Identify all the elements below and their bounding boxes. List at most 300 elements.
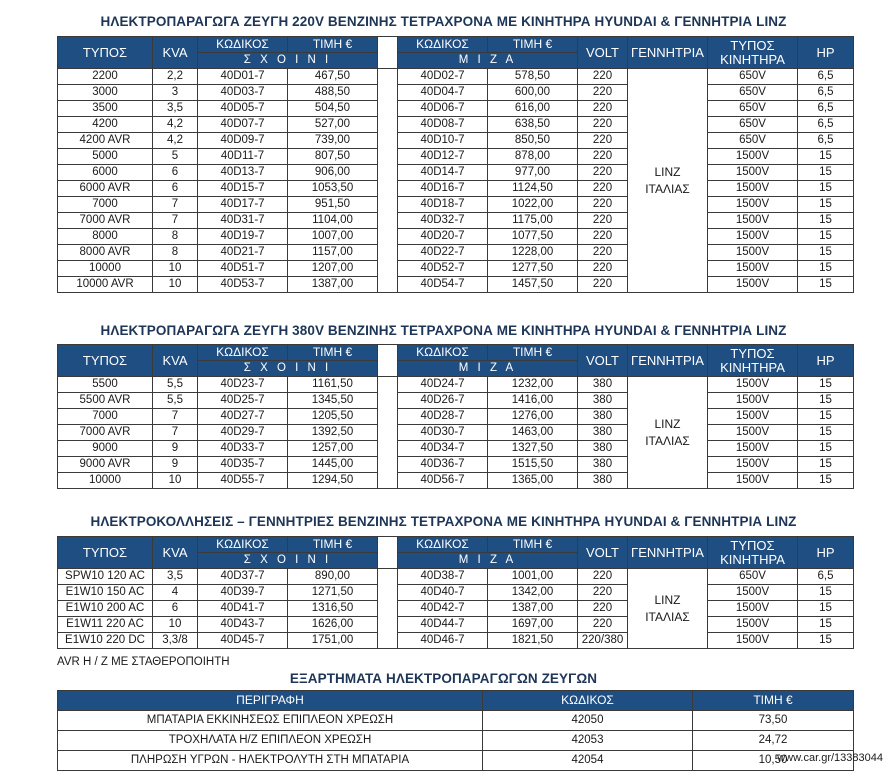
acc-header-code: ΚΩΔΙΚΟΣ [483,691,693,711]
header-hp: HP [798,537,854,569]
table-row [58,441,854,457]
cell-kva: 2,2 [153,69,198,85]
table-row [58,229,854,245]
cell-hp: 15 [798,261,854,277]
cell-hp: 15 [798,441,854,457]
table-row [58,393,854,409]
cell-type: 4200 [58,117,153,133]
header-kva: KVA [153,537,198,569]
cell-generator [628,69,708,293]
header-price-pull: ΤΙΜΗ € [288,537,378,553]
cell-price-start: 1232,00 [488,377,578,393]
cell-hp: 15 [798,181,854,197]
cell-volt: 380 [578,377,628,393]
cell-price-start: 600,00 [488,85,578,101]
cell-price-pull: 1207,00 [288,261,378,277]
cell-volt: 220 [578,601,628,617]
cell-engine-type: 1500V [708,409,798,425]
header-hp: HP [798,37,854,69]
header-engine-type: ΤΥΠΟΣ ΚΙΝΗΤΗΡΑ [708,345,798,377]
cell-volt: 220 [578,85,628,101]
cell-hp: 15 [798,149,854,165]
cell-hp: 15 [798,409,854,425]
cell-hp: 15 [798,245,854,261]
cell-price-start: 1124,50 [488,181,578,197]
cell-volt: 220 [578,617,628,633]
cell-kva: 10 [153,473,198,489]
cell-volt: 380 [578,441,628,457]
cell-engine-type: 1500V [708,181,798,197]
table-row [58,633,854,649]
cell-price-start: 1228,00 [488,245,578,261]
cell-engine-type: 1500V [708,149,798,165]
cell-code-start: 40D20-7 [398,229,488,245]
cell-kva: 4,2 [153,117,198,133]
cell-price-pull: 1271,50 [288,585,378,601]
cell-volt: 220 [578,133,628,149]
header-type: ΤΥΠΟΣ [58,345,153,377]
header-engine-type: ΤΥΠΟΣ ΚΙΝΗΤΗΡΑ [708,37,798,69]
cell-code-pull: 40D25-7 [198,393,288,409]
cell-price-pull: 1751,00 [288,633,378,649]
subheader-start: Μ Ι Ζ Α [398,361,578,377]
cell-code-start: 40D30-7 [398,425,488,441]
cell-volt: 220 [578,277,628,293]
cell-type: 7000 [58,197,153,213]
cell-kva: 6 [153,601,198,617]
table-row [58,181,854,197]
cell-engine-type: 1500V [708,377,798,393]
cell-engine-type: 1500V [708,393,798,409]
table-row [58,69,854,85]
cell-price-start: 977,00 [488,165,578,181]
cell-hp: 15 [798,617,854,633]
cell-type: 8000 AVR [58,245,153,261]
cell-price-pull: 488,50 [288,85,378,101]
generator-name: LINZ [654,592,681,607]
header-kva: KVA [153,345,198,377]
cell-code-pull: 40D53-7 [198,277,288,293]
cell-type: 3500 [58,101,153,117]
cell-hp: 15 [798,473,854,489]
cell-hp: 15 [798,229,854,245]
cell-kva: 10 [153,617,198,633]
cell-engine-type: 650V [708,569,798,585]
price-table-380v [57,344,854,489]
table-row [58,261,854,277]
cell-kva: 9 [153,457,198,473]
cell-volt: 220 [578,197,628,213]
cell-kva: 7 [153,425,198,441]
cell-type: 4200 AVR [58,133,153,149]
cell-engine-type: 1500V [708,473,798,489]
cell-kva: 6 [153,165,198,181]
cell-price-start: 1175,00 [488,213,578,229]
cell-volt: 220 [578,229,628,245]
cell-kva: 4 [153,585,198,601]
cell-price-start: 878,00 [488,149,578,165]
avr-note: AVR Η / Ζ ΜΕ ΣΤΑΘΕΡΟΠΟΙΗΤΗ [57,656,230,668]
cell-code-start: 40D16-7 [398,181,488,197]
cell-engine-type: 1500V [708,165,798,181]
table-row [58,569,854,585]
watermark: www.car.gr/13383044 [777,752,883,764]
cell-price-start: 1697,00 [488,617,578,633]
cell-price-pull: 1157,00 [288,245,378,261]
cell-code-start: 40D22-7 [398,245,488,261]
cell-volt: 220 [578,165,628,181]
cell-type: 6000 AVR [58,181,153,197]
cell-type: 7000 AVR [58,213,153,229]
table-row [58,101,854,117]
cell-volt: 220 [578,213,628,229]
cell-price-pull: 1316,50 [288,601,378,617]
cell-volt: 220 [578,69,628,85]
cell-hp: 6,5 [798,133,854,149]
cell-price-pull: 1626,00 [288,617,378,633]
cell-code-start: 40D24-7 [398,377,488,393]
cell-type: 5500 [58,377,153,393]
cell-price-pull: 1294,50 [288,473,378,489]
row-separator [378,69,398,293]
table-row [58,117,854,133]
acc-code: 42054 [483,751,693,771]
generator-origin: ΙΤΑΛΙΑΣ [645,181,690,196]
accessories-table [57,690,854,771]
cell-hp: 15 [798,213,854,229]
cell-code-pull: 40D55-7 [198,473,288,489]
cell-volt: 220 [578,245,628,261]
header-code-pull: ΚΩΔΙΚΟΣ [198,345,288,361]
cell-engine-type: 1500V [708,425,798,441]
acc-desc: ΜΠΑΤΑΡΙΑ ΕΚΚΙΝΗΣΕΩΣ ΕΠΙΠΛΕΟΝ ΧΡΕΩΣΗ [58,711,483,731]
header-hp: HP [798,345,854,377]
cell-code-start: 40D02-7 [398,69,488,85]
cell-code-start: 40D56-7 [398,473,488,489]
cell-engine-type: 650V [708,101,798,117]
cell-code-start: 40D36-7 [398,457,488,473]
cell-code-pull: 40D39-7 [198,585,288,601]
cell-engine-type: 650V [708,69,798,85]
cell-type: 5000 [58,149,153,165]
cell-price-pull: 890,00 [288,569,378,585]
cell-type: 9000 [58,441,153,457]
cell-price-start: 638,50 [488,117,578,133]
cell-price-start: 1457,50 [488,277,578,293]
cell-kva: 3,5 [153,569,198,585]
cell-code-start: 40D42-7 [398,601,488,617]
cell-type: 10000 AVR [58,277,153,293]
cell-price-pull: 1345,50 [288,393,378,409]
header-type: ΤΥΠΟΣ [58,537,153,569]
cell-price-pull: 1392,50 [288,425,378,441]
cell-code-pull: 40D01-7 [198,69,288,85]
cell-volt: 380 [578,457,628,473]
cell-engine-type: 1500V [708,197,798,213]
cell-price-pull: 1257,00 [288,441,378,457]
cell-kva: 3,5 [153,101,198,117]
header-volt: VOLT [578,537,628,569]
cell-kva: 9 [153,441,198,457]
cell-type: E1W11 220 AC [58,617,153,633]
table-row [58,617,854,633]
cell-code-pull: 40D35-7 [198,457,288,473]
cell-code-start: 40D52-7 [398,261,488,277]
acc-row [58,731,854,751]
cell-hp: 6,5 [798,569,854,585]
cell-kva: 7 [153,197,198,213]
cell-kva: 5 [153,149,198,165]
cell-engine-type: 1500V [708,245,798,261]
cell-code-pull: 40D43-7 [198,617,288,633]
generator-name: LINZ [654,416,681,431]
header-row [58,37,854,53]
cell-hp: 6,5 [798,101,854,117]
table-row [58,425,854,441]
cell-hp: 6,5 [798,85,854,101]
cell-engine-type: 650V [708,117,798,133]
cell-code-start: 40D12-7 [398,149,488,165]
cell-kva: 10 [153,277,198,293]
header-price-start: ΤΙΜΗ € [488,37,578,53]
cell-engine-type: 1500V [708,213,798,229]
cell-volt: 380 [578,425,628,441]
cell-price-pull: 467,50 [288,69,378,85]
cell-type: 10000 [58,261,153,277]
cell-price-start: 1277,50 [488,261,578,277]
cell-price-start: 1416,00 [488,393,578,409]
table-row [58,133,854,149]
cell-price-start: 1276,00 [488,409,578,425]
cell-engine-type: 1500V [708,277,798,293]
cell-price-pull: 1104,00 [288,213,378,229]
cell-generator [628,377,708,489]
cell-type: 10000 [58,473,153,489]
table-row [58,149,854,165]
header-row [58,537,854,553]
acc-price: 24,72 [693,731,854,751]
cell-type: E1W10 200 AC [58,601,153,617]
cell-kva: 10 [153,261,198,277]
table-row [58,197,854,213]
section-title-welders: ΗΛΕΚΤΡΟΚΟΛΛΗΣΕΙΣ – ΓΕΝΝΗΤΡΙΕΣ ΒΕΝΖΙΝΗΣ ΤΕΤΡΑΧΡΟΝΑ ΜΕ ΚΙΝΗΤΗΡΑ HYUNDAI & ΓΕΝΝΗΤΡΙΑ LINZ [90,514,797,529]
header-generator: ΓΕΝΝΗΤΡΙΑ [628,537,708,569]
cell-price-start: 1515,50 [488,457,578,473]
cell-code-start: 40D04-7 [398,85,488,101]
cell-hp: 15 [798,165,854,181]
cell-price-pull: 1387,00 [288,277,378,293]
cell-volt: 220 [578,117,628,133]
cell-volt: 380 [578,473,628,489]
cell-volt: 220 [578,149,628,165]
cell-type: 7000 AVR [58,425,153,441]
cell-code-pull: 40D45-7 [198,633,288,649]
cell-hp: 6,5 [798,117,854,133]
cell-volt: 220 [578,101,628,117]
cell-hp: 15 [798,601,854,617]
header-price-pull: ΤΙΜΗ € [288,345,378,361]
cell-code-pull: 40D21-7 [198,245,288,261]
header-type: ΤΥΠΟΣ [58,37,153,69]
cell-price-start: 850,50 [488,133,578,149]
price-table-220v [57,36,854,293]
cell-code-start: 40D38-7 [398,569,488,585]
cell-price-start: 1077,50 [488,229,578,245]
cell-hp: 15 [798,457,854,473]
cell-volt: 220 [578,181,628,197]
cell-code-start: 40D32-7 [398,213,488,229]
header-separator [378,37,398,69]
cell-engine-type: 1500V [708,441,798,457]
generator-origin: ΙΤΑΛΙΑΣ [645,609,690,624]
cell-code-pull: 40D23-7 [198,377,288,393]
cell-code-pull: 40D51-7 [198,261,288,277]
cell-code-start: 40D18-7 [398,197,488,213]
cell-code-pull: 40D03-7 [198,85,288,101]
cell-price-start: 616,00 [488,101,578,117]
cell-price-pull: 504,50 [288,101,378,117]
cell-volt: 220 [578,585,628,601]
cell-kva: 3 [153,85,198,101]
acc-header-price: ΤΙΜΗ € [693,691,854,711]
cell-code-pull: 40D17-7 [198,197,288,213]
header-code-start: ΚΩΔΙΚΟΣ [398,345,488,361]
cell-kva: 3,3/8 [153,633,198,649]
header-price-start: ΤΙΜΗ € [488,345,578,361]
subheader-pull: Σ Χ Ο Ι Ν Ι [198,53,378,69]
header-code-start: ΚΩΔΙΚΟΣ [398,37,488,53]
cell-code-start: 40D44-7 [398,617,488,633]
header-generator: ΓΕΝΝΗΤΡΙΑ [628,345,708,377]
cell-type: 6000 [58,165,153,181]
cell-price-pull: 1205,50 [288,409,378,425]
cell-type: 5500 AVR [58,393,153,409]
header-generator: ΓΕΝΝΗΤΡΙΑ [628,37,708,69]
cell-price-start: 1342,00 [488,585,578,601]
acc-desc: ΠΛΗΡΩΣΗ ΥΓΡΩΝ - ΗΛΕΚΤΡΟΛΥΤΗ ΣΤΗ ΜΠΑΤΑΡΙΑ [58,751,483,771]
cell-code-start: 40D28-7 [398,409,488,425]
cell-type: 7000 [58,409,153,425]
cell-code-pull: 40D41-7 [198,601,288,617]
cell-hp: 6,5 [798,69,854,85]
cell-code-start: 40D10-7 [398,133,488,149]
cell-price-pull: 951,50 [288,197,378,213]
header-code-pull: ΚΩΔΙΚΟΣ [198,537,288,553]
cell-price-pull: 527,00 [288,117,378,133]
cell-price-pull: 739,00 [288,133,378,149]
table-row [58,585,854,601]
header-price-pull: ΤΙΜΗ € [288,37,378,53]
table-row [58,277,854,293]
table-row [58,601,854,617]
cell-code-pull: 40D05-7 [198,101,288,117]
cell-volt: 220/380 [578,633,628,649]
table-row [58,473,854,489]
cell-kva: 5,5 [153,393,198,409]
cell-code-pull: 40D09-7 [198,133,288,149]
subheader-start: Μ Ι Ζ Α [398,53,578,69]
cell-kva: 6 [153,181,198,197]
table-row [58,377,854,393]
cell-type: 9000 AVR [58,457,153,473]
accessories-title: ΕΞΑΡΤΗΜΑΤΑ ΗΛΕΚΤΡΟΠΑΡΑΓΩΓΩΝ ΖΕΥΓΩΝ [289,671,598,686]
header-volt: VOLT [578,345,628,377]
cell-volt: 220 [578,569,628,585]
cell-code-pull: 40D11-7 [198,149,288,165]
cell-engine-type: 1500V [708,601,798,617]
header-kva: KVA [153,37,198,69]
cell-price-start: 1022,00 [488,197,578,213]
cell-code-pull: 40D13-7 [198,165,288,181]
header-separator [378,345,398,377]
cell-code-pull: 40D15-7 [198,181,288,197]
header-row [58,345,854,361]
cell-price-pull: 1007,00 [288,229,378,245]
cell-engine-type: 1500V [708,261,798,277]
cell-type: 2200 [58,69,153,85]
subheader-pull: Σ Χ Ο Ι Ν Ι [198,553,378,569]
cell-engine-type: 1500V [708,617,798,633]
header-price-start: ΤΙΜΗ € [488,537,578,553]
row-separator [378,377,398,489]
cell-hp: 15 [798,633,854,649]
cell-hp: 15 [798,377,854,393]
cell-engine-type: 650V [708,85,798,101]
cell-code-pull: 40D37-7 [198,569,288,585]
acc-header-desc: ΠΕΡΙΓΡΑΦΗ [58,691,483,711]
acc-price: 73,50 [693,711,854,731]
cell-code-start: 40D40-7 [398,585,488,601]
cell-code-pull: 40D27-7 [198,409,288,425]
acc-desc: ΤΡΟΧΗΛΑΤΑ Η/Ζ ΕΠΙΠΛΕΟΝ ΧΡΕΩΣΗ [58,731,483,751]
cell-kva: 4,2 [153,133,198,149]
acc-code: 42053 [483,731,693,751]
cell-generator [628,569,708,649]
cell-kva: 7 [153,409,198,425]
cell-code-start: 40D06-7 [398,101,488,117]
section-title-220v: ΗΛΕΚΤΡΟΠΑΡΑΓΩΓΑ ΖΕΥΓΗ 220V ΒΕΝΖΙΝΗΣ ΤΕΤΡΑΧΡΟΝΑ ΜΕ ΚΙΝΗΤΗΡΑ HYUNDAI & ΓΕΝΝΗΤΡΙΑ LINZ [100,14,787,29]
cell-type: SPW10 120 AC [58,569,153,585]
cell-code-start: 40D14-7 [398,165,488,181]
cell-price-start: 1821,50 [488,633,578,649]
header-code-start: ΚΩΔΙΚΟΣ [398,537,488,553]
cell-code-start: 40D08-7 [398,117,488,133]
table-row [58,213,854,229]
cell-type: 3000 [58,85,153,101]
cell-price-start: 1387,00 [488,601,578,617]
cell-code-start: 40D54-7 [398,277,488,293]
table-row [58,245,854,261]
cell-engine-type: 650V [708,133,798,149]
acc-price: 10,50 [693,751,854,771]
cell-code-start: 40D46-7 [398,633,488,649]
cell-engine-type: 1500V [708,633,798,649]
table-row [58,409,854,425]
cell-price-pull: 807,50 [288,149,378,165]
header-separator [378,537,398,569]
cell-volt: 220 [578,261,628,277]
subheader-start: Μ Ι Ζ Α [398,553,578,569]
cell-engine-type: 1500V [708,457,798,473]
cell-code-start: 40D34-7 [398,441,488,457]
cell-hp: 15 [798,585,854,601]
header-code-pull: ΚΩΔΙΚΟΣ [198,37,288,53]
cell-kva: 5,5 [153,377,198,393]
generator-origin: ΙΤΑΛΙΑΣ [645,433,690,448]
cell-hp: 15 [798,425,854,441]
cell-hp: 15 [798,197,854,213]
cell-price-start: 1365,00 [488,473,578,489]
